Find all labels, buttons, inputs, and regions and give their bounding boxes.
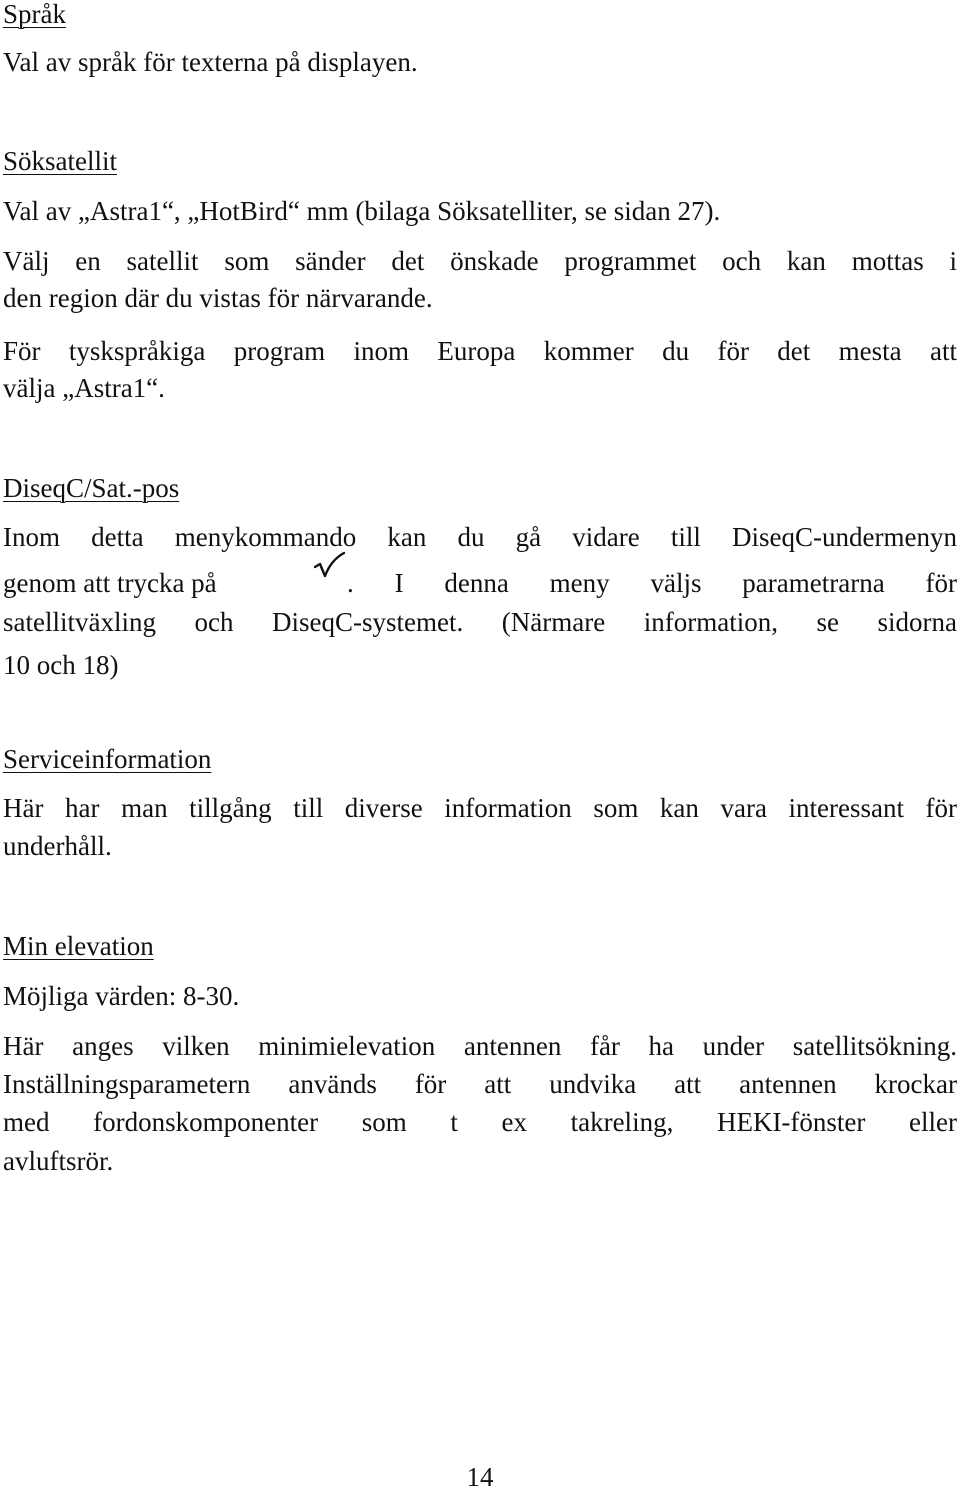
paragraph-line: Välj en satellit som sänder det önskade programmet och kan mottas i — [3, 246, 957, 276]
paragraph-line: Val av „Astra1“, „HotBird“ mm (bilaga Söksatelliter, se sidan 27). — [3, 196, 721, 226]
paragraph-line: Inom detta menykommando kan du gå vidare till DiseqC-undermenyn — [3, 522, 957, 552]
section-heading-elevation: Min elevation — [3, 931, 154, 961]
paragraph-line: satellitväxling och DiseqC-systemet. (Närmare information, se sidorna — [3, 607, 957, 637]
paragraph-line: Val av språk för texterna på displayen. — [3, 47, 418, 77]
paragraph-line: välja „Astra1“. — [3, 373, 165, 403]
paragraph-line: Inställningsparametern används för att undvika att antennen krockar — [3, 1069, 957, 1099]
section-heading-diseqc: DiseqC/Sat.-pos — [3, 473, 180, 503]
section-heading-soksatellit: Söksatellit — [3, 146, 117, 176]
paragraph-line: avluftsrör. — [3, 1146, 114, 1176]
section-heading-sprak: Språk — [3, 0, 66, 29]
paragraph-line: den region där du vistas för närvarande. — [3, 283, 433, 313]
paragraph-line: För tyskspråkiga program inom Europa kommer du för det mesta att — [3, 336, 957, 366]
paragraph-line: underhåll. — [3, 831, 112, 861]
paragraph-line: Här anges vilken minimielevation antennen får ha under satellitsökning. — [3, 1031, 957, 1061]
paragraph-line: med fordonskomponenter som t ex takreling, HEKI-fönster eller — [3, 1107, 957, 1137]
check-icon — [312, 551, 346, 586]
paragraph-line: 10 och 18) — [3, 650, 119, 680]
paragraph-line-after-icon: . I denna meny väljs parametrarna för — [347, 568, 957, 598]
paragraph-line: Här har man tillgång till diverse information som kan vara interessant för — [3, 793, 957, 823]
section-heading-service: Serviceinformation — [3, 744, 212, 774]
paragraph-line-before-icon: genom att trycka på — [3, 568, 217, 598]
page-number: 14 — [466, 1462, 494, 1492]
paragraph-line: Möjliga värden: 8-30. — [3, 981, 240, 1011]
